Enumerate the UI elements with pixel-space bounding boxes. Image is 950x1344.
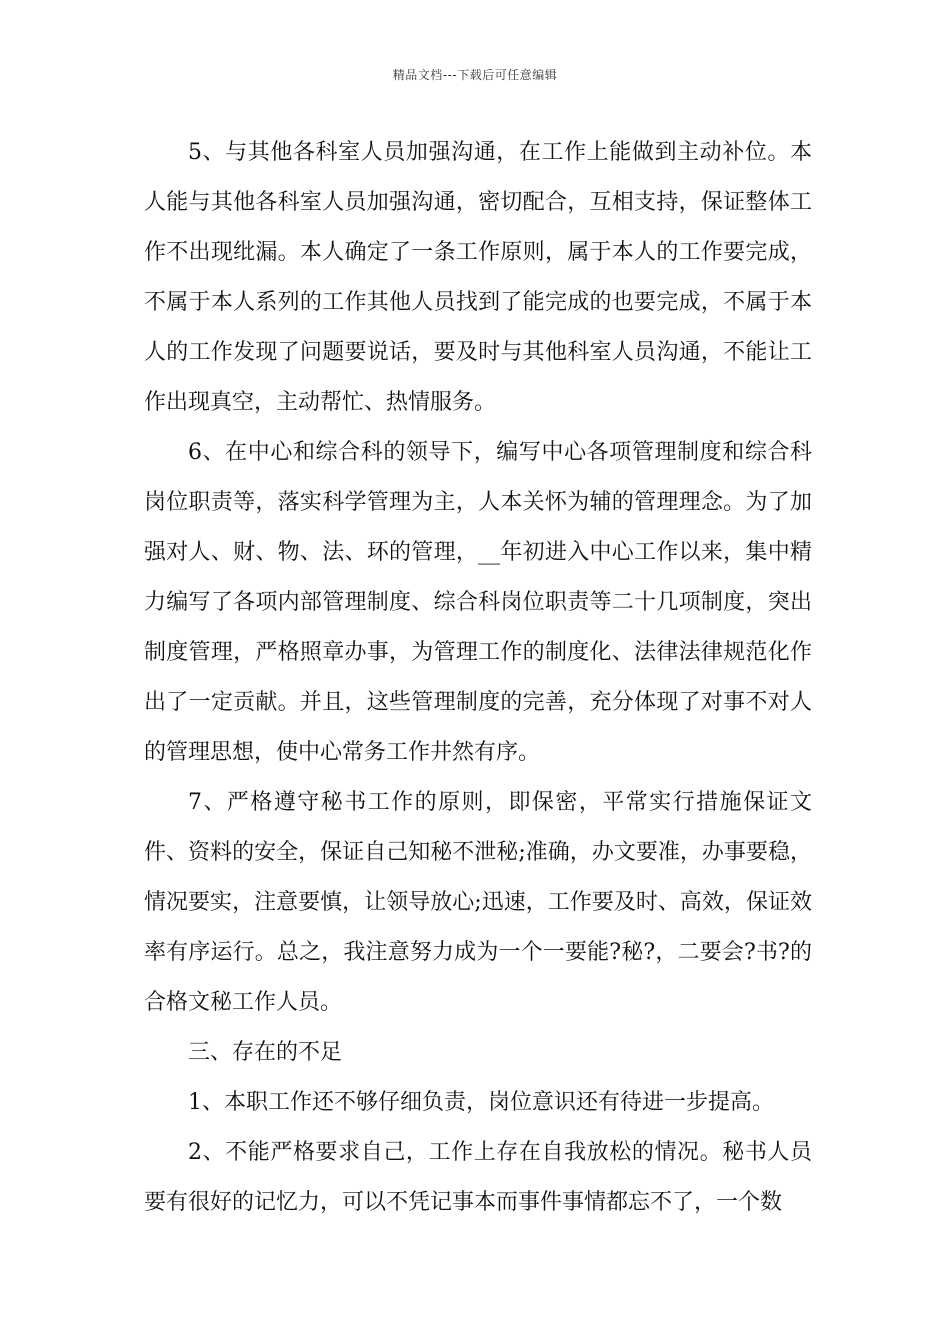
- paragraph-item-7: 7、严格遵守秘书工作的原则，即保密，平常实行措施保证文件、资料的安全，保证自己知秘不泄秘;准确，办文要准，办事要稳，情况要实，注意要慎，让领导放心;迅速，工作要及时、高效，保证效率有序运行。总之，我注意努力成为一个一要能?秘?，二要会?书?的合格文秘工作人员。: [144, 790, 812, 1015]
- section-heading-shortcomings: 三、存在的不足: [188, 1040, 343, 1065]
- paragraph-item-6: 6、在中心和综合科的领导下，编写中心各项管理制度和综合科岗位职责等，落实科学管理为主，人本关怀为辅的管理理念。为了加强对人、财、物、法、环的管理，__年初进入中心工作以来，集中精力编写了各项内部管理制度、综合科岗位职责等二十几项制度，突出制度管理，严格照章办事，为管理工作的制度化、法律法律规范化作出了一定贡献。并且，这些管理制度的完善，充分体现了对事不对人的管理思想，使中心常务工作井然有序。: [144, 440, 812, 765]
- paragraph-item-5: 5、与其他各科室人员加强沟通，在工作上能做到主动补位。本人能与其他各科室人员加强沟通，密切配合，互相支持，保证整体工作不出现纰漏。本人确定了一条工作原则，属于本人的工作要完成，不属于本人系列的工作其他人员找到了能完成的也要完成，不属于本人的工作发现了问题要说话，要及时与其他科室人员沟通，不能让工作出现真空，主动帮忙、热情服务。: [144, 140, 812, 415]
- document-body: [144, 128, 812, 1228]
- paragraph-shortcoming-2: 2、不能严格要求自己，工作上存在自我放松的情况。秘书人员要有很好的记忆力，可以不凭记事本而事件事情都忘不了，一个数: [144, 1140, 812, 1215]
- paragraph-shortcoming-1: 1、本职工作还不够仔细负责，岗位意识还有待进一步提高。: [188, 1090, 774, 1115]
- page-header: 精品文档---下载后可任意编辑: [392, 68, 558, 82]
